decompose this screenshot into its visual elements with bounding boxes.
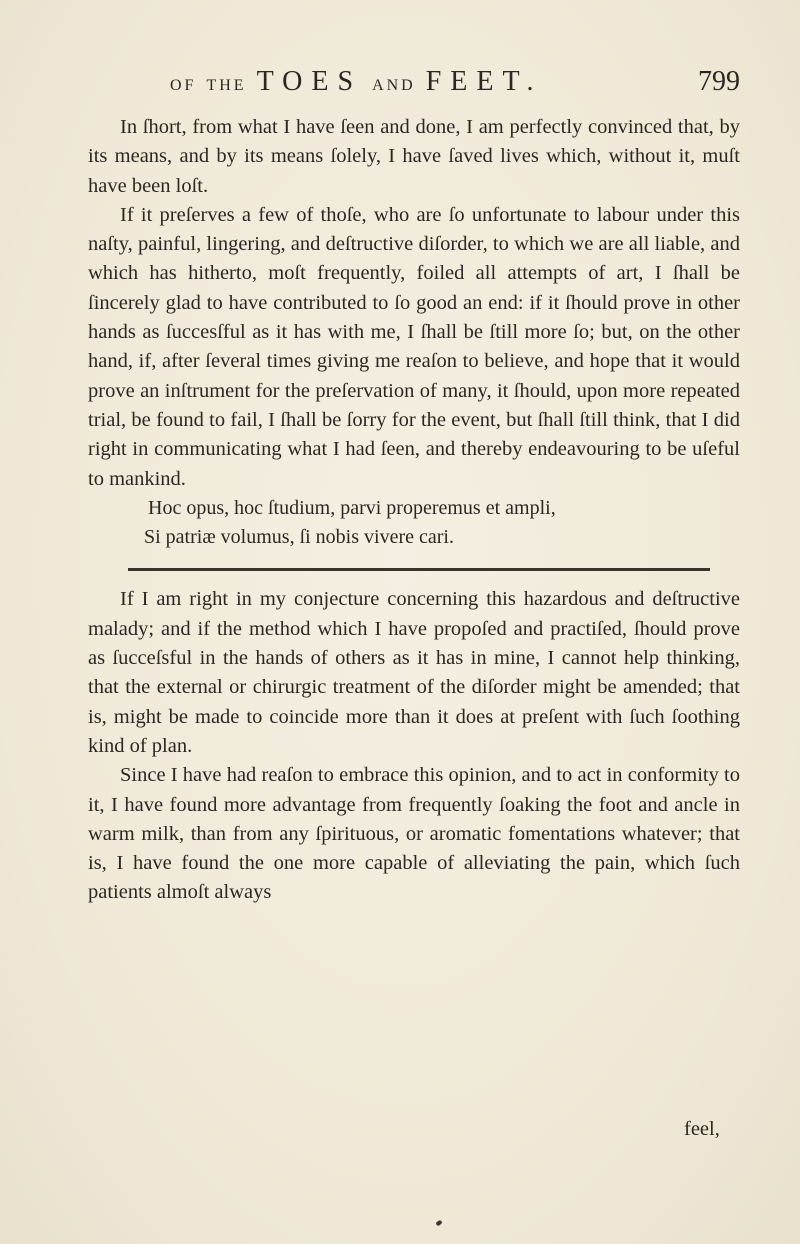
paragraph-3: If I am right in my conjecture concerning this hazardous and deſtructive malady; and if the method which I have propoſed and practiſed, ſhould prove as ſucceſsful in the hands of others as it has in mine, I cannot help thinking, that the external or chirurgic treatment of the diſorder might be amended; that is, might be made to coincide more than it does at preſent with ſuch ſoothing kind of plan.	[88, 588, 740, 757]
section-divider-rule	[128, 568, 710, 571]
latin-verse-line-1: Hoc opus, hoc ſtudium, parvi properemus et ampli,	[148, 496, 556, 519]
paragraph-1: In ſhort, from what I have ſeen and done, I am perfectly convinced that, by its means, and by its means ſolely, I have ſaved lives which, without it, muſt have been loſt.	[88, 116, 740, 197]
running-title-feet: FEET.	[425, 66, 543, 97]
latin-verse-line-2: Si patriæ volumus, ſi nobis vivere cari.	[144, 526, 454, 549]
paragraph-4: Since I have had reaſon to embrace this opinion, and to act in conformity to it, I have found more advantage from frequently ſoaking the foot and ancle in warm milk, than from any ſpirituous, or aromatic fomentations whatever; that is, I have found the one more capable of alleviating the pain, which ſuch patients almoſt always	[88, 764, 740, 904]
page-number: 799	[698, 66, 740, 97]
catchword: feel,	[684, 1118, 720, 1140]
running-title-the: THE	[206, 77, 247, 94]
running-title-and: AND	[372, 77, 416, 94]
running-header	[170, 62, 740, 106]
running-title	[170, 66, 543, 98]
paragraph-2: If it preſerves a few of thoſe, who are ſo unfortunate to labour under this naſty, painful, lingering, and deſtructive diſorder, to which we are all liable, and which has hitherto, moſt frequently, foiled all attempts of art, I ſhall be ſincerely glad to have contributed to ſo good an end: if it ſhould prove in other hands as ſuccesſful as it has with me, I ſhall be ſtill more ſo; but, on the other hand, if, after ſeveral times giving me reaſon to believe, and hope that it would prove an inſtrument for the preſervation of many, it ſhould, upon more repeated trial, be found to fail, I ſhall be ſorry for the event, but ſhall ſtill think, that I did right in communicating what I had ſeen, and thereby endeavouring to be uſeful to mankind.	[88, 203, 740, 490]
body-text	[88, 113, 740, 908]
running-title-toes: TOES	[256, 66, 363, 97]
ink-speck	[435, 1220, 442, 1227]
running-title-of: OF	[170, 77, 197, 94]
